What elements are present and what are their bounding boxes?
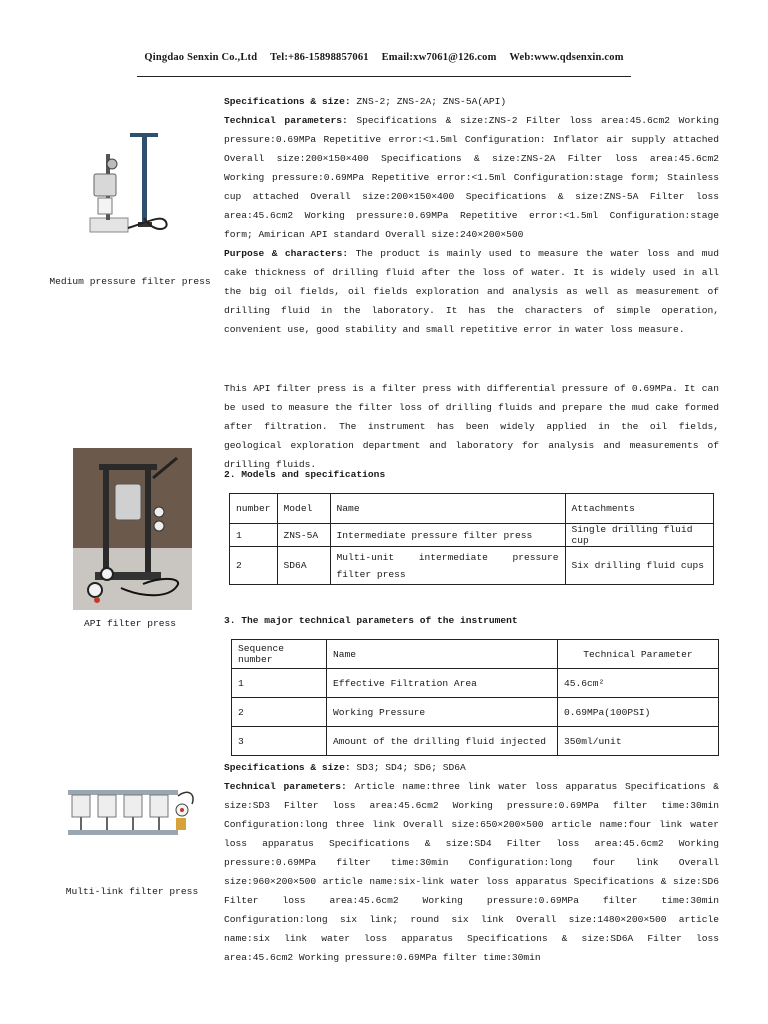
purpose-value: The product is mainly used to measure the water loss and mud cake thickness of drilling fluid after the loss of water. It is widely used in all the big oil fields, oil fields exploration and analysis as well as measurement of drilling fluid in the laboratory. It has the characters of simple operation, convenient use, good stability and small repetitive error in water loss measure. [224, 248, 719, 335]
table-header-cell: Name [327, 640, 558, 669]
table-cell: 45.6cm² [558, 669, 719, 698]
table-cell: 1 [230, 524, 278, 547]
table-header-cell: number [230, 494, 278, 524]
purpose-label: Purpose & characters: [224, 248, 349, 259]
table-row [230, 524, 714, 547]
table-row [232, 669, 719, 698]
table-cell: Amount of the drilling fluid injected [327, 727, 558, 756]
table-header-row [232, 640, 719, 669]
table-cell: 2 [230, 547, 278, 585]
table-cell: Intermediate pressure filter press [330, 524, 565, 547]
section3-text [224, 758, 719, 967]
company-tel: Tel:+86-15898857061 [270, 52, 369, 63]
table-cell: 1 [232, 669, 327, 698]
section1-text [224, 92, 719, 339]
table-row [230, 547, 714, 585]
medium-pressure-caption: Medium pressure filter press [49, 276, 211, 287]
api-intro-paragraph: This API filter press is a filter press with differential pressure of 0.69MPa. It can be used to measure the filter loss of drilling fluids and prepare the mud cake formed after filtration. The instrument has been widely applied in the oil fields, geological exploration department and laboratory for analysis and measurements of drilling fluids. [224, 383, 719, 470]
models-heading: 2. Models and specifications [224, 469, 386, 480]
company-email: Email:xw7061@126.com [381, 52, 497, 63]
table-header-cell: Attachments [565, 494, 713, 524]
medium-pressure-filter-press-photo [84, 126, 174, 241]
section1-specs [224, 92, 719, 111]
params-table [231, 639, 719, 756]
spec-value: ZNS-2; ZNS-2A; ZNS-5A(API) [350, 96, 507, 107]
table-header-cell: Name [330, 494, 565, 524]
table-cell: 3 [232, 727, 327, 756]
section1-purpose [224, 244, 719, 339]
table-header-cell: Technical Parameter [558, 640, 719, 669]
company-web: Web:www.qdsenxin.com [509, 52, 624, 63]
spec-value: SD3; SD4; SD6; SD6A [350, 762, 466, 773]
header-divider [137, 76, 631, 77]
table-row [232, 727, 719, 756]
tech-label: Technical parameters: [224, 115, 348, 126]
table-cell: Multi-unit intermediate pressure filter press [330, 547, 565, 585]
models-table [229, 493, 714, 585]
multi-link-filter-press-photo [64, 780, 199, 850]
table-cell: SD6A [277, 547, 330, 585]
table-cell: Single drilling fluid cup [565, 524, 713, 547]
tech-value: Article name:three link water loss apparatus Specifications & size:SD3 Filter loss area:45.6cm2 Working pressure:0.69MPa filter time:30min Configuration:long three link Overall size:650×200×500 article name:four link water loss apparatus Specifications & size:SD4 Filter loss area:45.6cm2 Working pressure:0.69MPa filter time:30min Configuration:long four link Overall size:960×200×500 article name:six-link water loss apparatus Specifications & size:SD6 Filter loss area:45.6cm2 Working pressure:0.69MPa filter time:30min Configuration:long six link; round six link Overall size:1480×200×500 article name:six link water loss apparatus Specifications & size:SD6A Filter loss area:45.6cm2 Working pressure:0.69MPa filter time:30min [224, 781, 719, 963]
table-cell: 350ml/unit [558, 727, 719, 756]
table-header-cell: Model [277, 494, 330, 524]
spec-label: Specifications & size: [224, 96, 351, 107]
table-cell: 0.69MPa(100PSI) [558, 698, 719, 727]
table-cell: ZNS-5A [277, 524, 330, 547]
api-filter-press-photo [73, 448, 192, 610]
company-name: Qingdao Senxin Co.,Ltd [144, 52, 258, 63]
table-header-row [230, 494, 714, 524]
params-heading: 3. The major technical parameters of the instrument [224, 615, 518, 626]
table-cell: Effective Filtration Area [327, 669, 558, 698]
section1-technical [224, 111, 719, 244]
table-row [232, 698, 719, 727]
multi-link-caption: Multi-link filter press [65, 886, 199, 897]
table-header-cell: Sequence number [232, 640, 327, 669]
spec-label: Specifications & size: [224, 762, 351, 773]
tech-label: Technical parameters: [224, 781, 347, 792]
table-cell: Six drilling fluid cups [565, 547, 713, 585]
page-header [0, 52, 768, 63]
table-cell: 2 [232, 698, 327, 727]
section3-technical [224, 777, 719, 967]
api-filter-press-caption: API filter press [83, 618, 177, 629]
section3-specs [224, 758, 719, 777]
tech-value: Specifications & size:ZNS-2 Filter loss area:45.6cm2 Working pressure:0.69MPa Repetitive error:<1.5ml Configuration: Inflator air supply attached Overall size:200×150×400 Specifications & size:ZNS-2A Filter loss area:45.6cm2 Working pressure:0.69MPa Repetitive error:<1.5ml Configuration:stage form; Stainless cup attached Overall size:200×150×400 Specifications & size:ZNS-5A Filter loss area:45.6cm2 Working pressure:0.69MPa Repetitive error:<1.5ml Configuration:stage form; Amirican API standard Overall size:240×200×500 [224, 115, 719, 240]
table-cell: Working Pressure [327, 698, 558, 727]
